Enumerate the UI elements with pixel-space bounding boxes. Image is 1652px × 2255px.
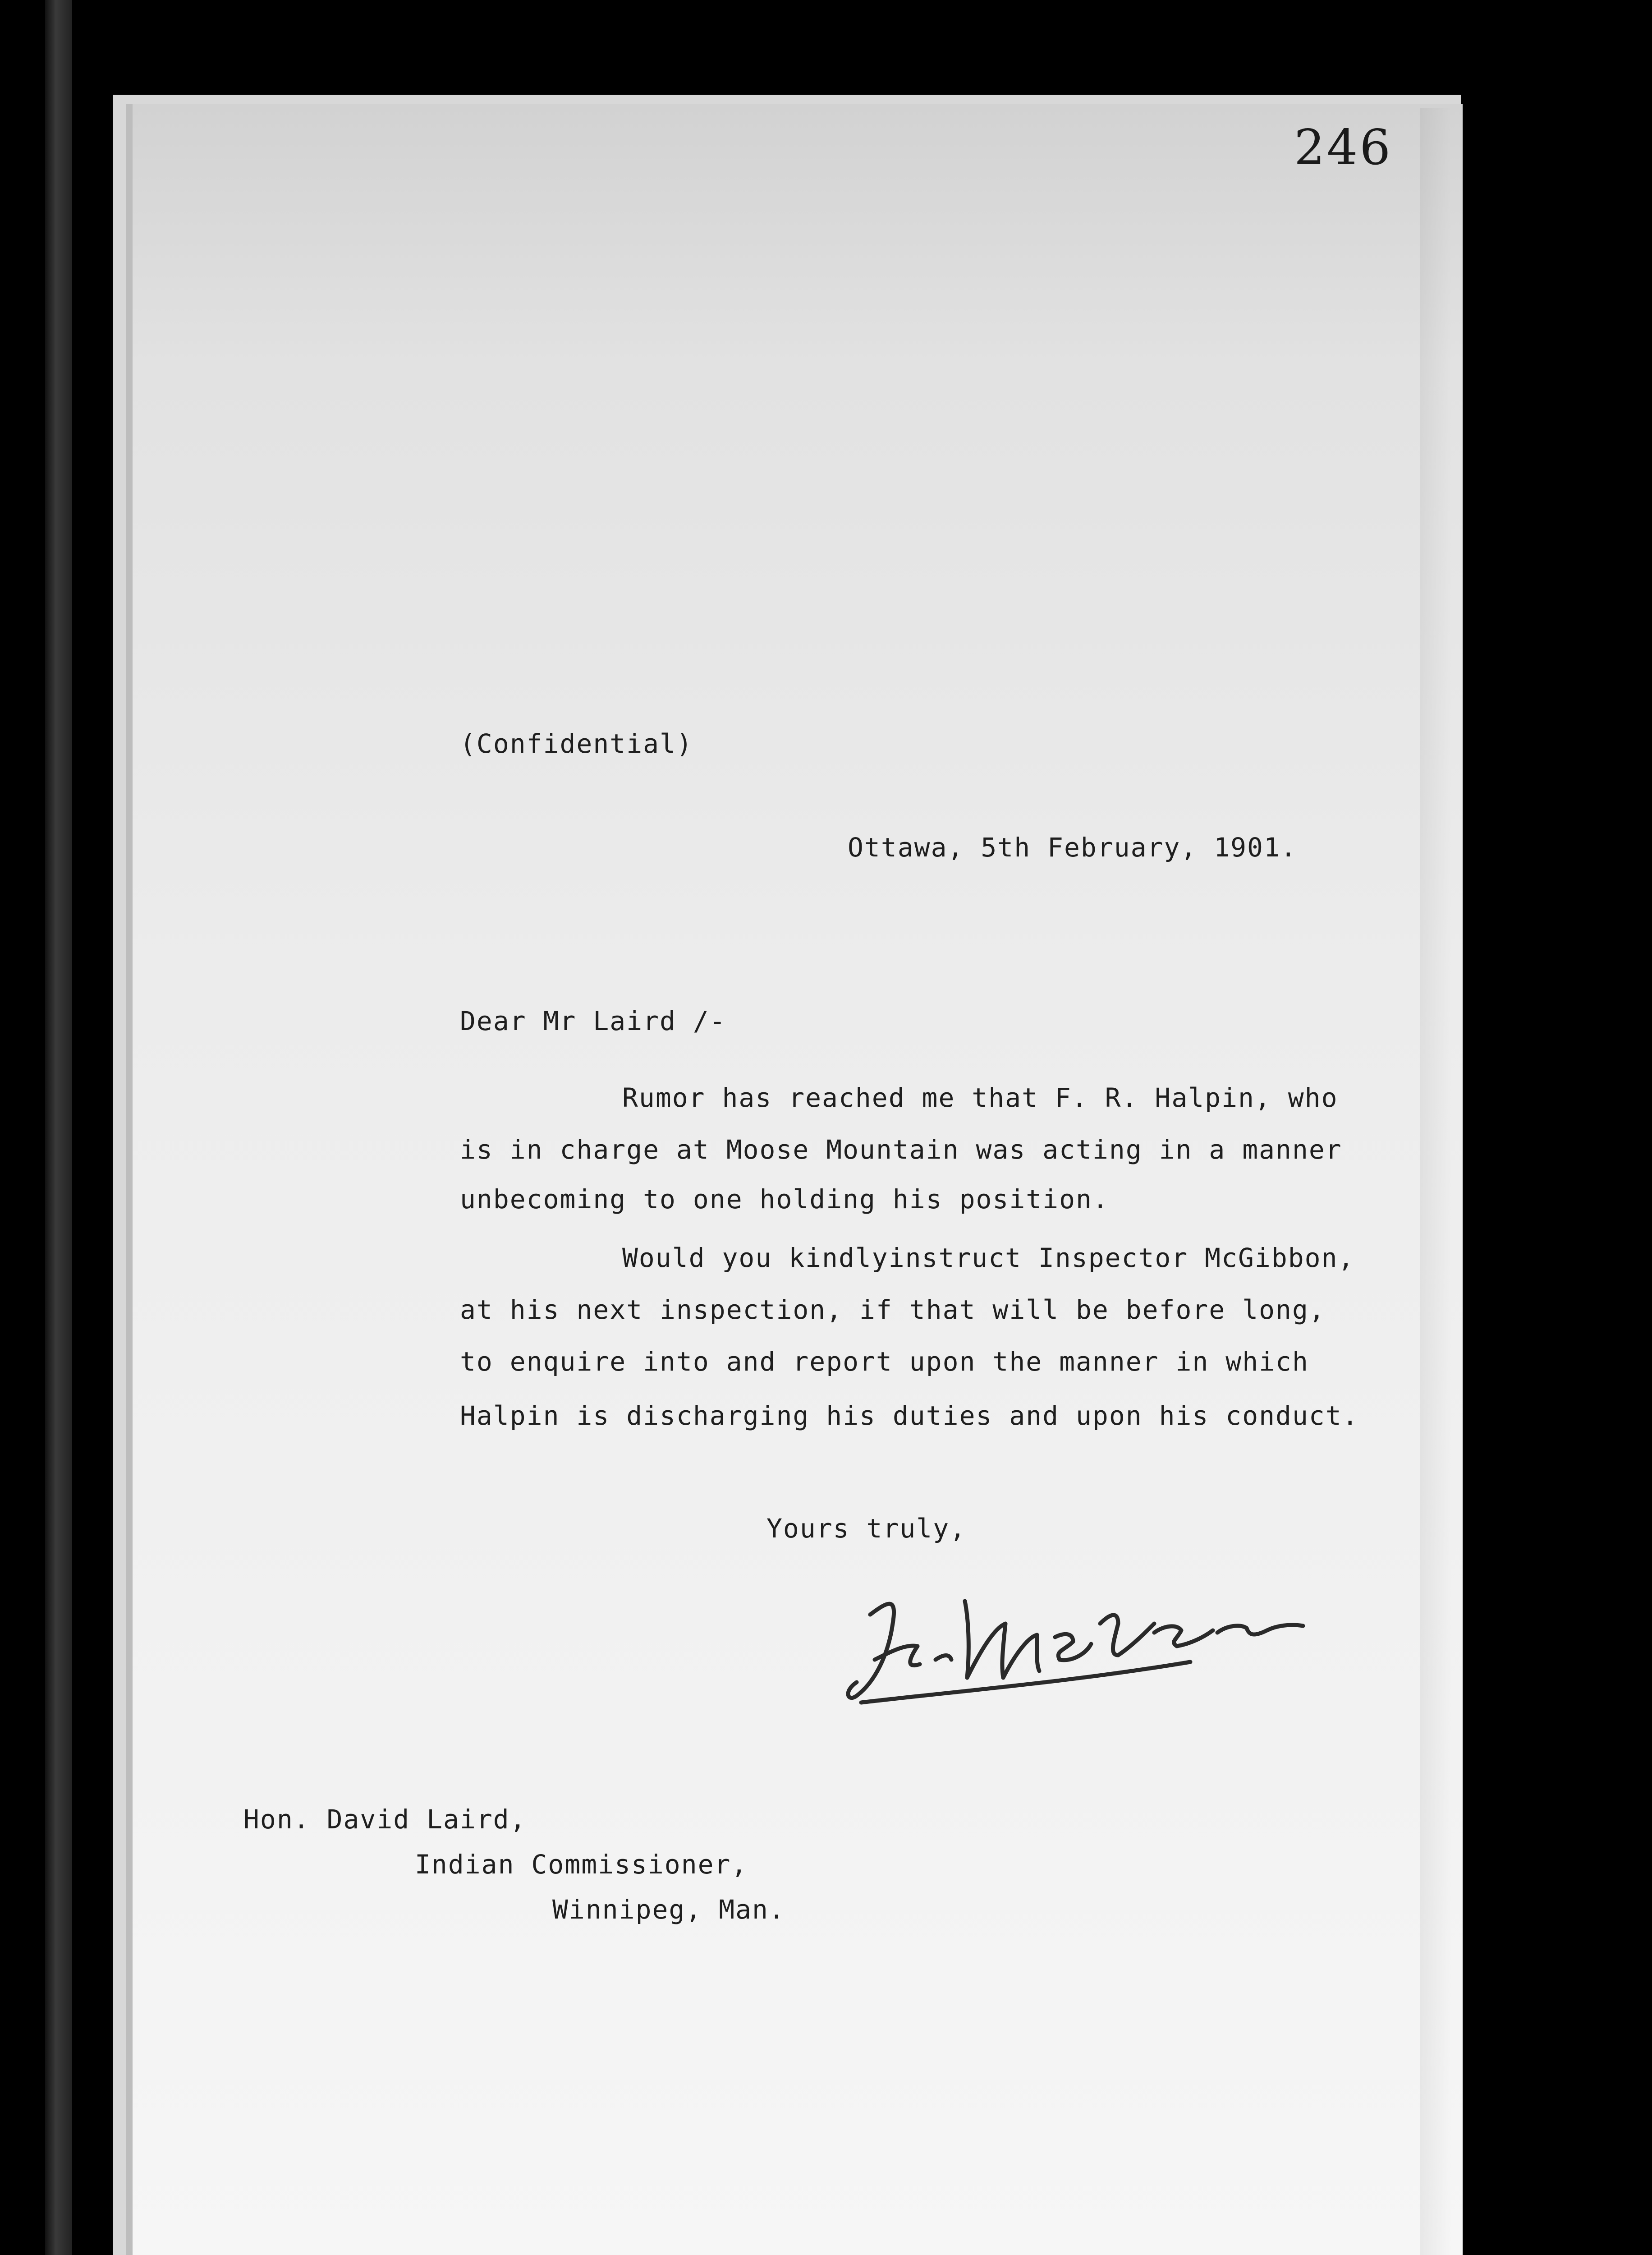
confidential-marking: (Confidential) <box>460 728 693 759</box>
recipient-location: Winnipeg, Man. <box>552 1894 785 1925</box>
body-line: to enquire into and report upon the manner in which <box>460 1346 1309 1377</box>
date-line: Ottawa, 5th February, 1901. <box>848 832 1297 863</box>
body-line: Halpin is discharging his duties and upon his conduct. <box>460 1400 1359 1431</box>
closing: Yours truly, <box>766 1513 967 1544</box>
salutation: Dear Mr Laird /- <box>460 1006 726 1036</box>
body-line: at his next inspection, if that will be before long, <box>460 1294 1326 1325</box>
page-number: 246 <box>1294 120 1393 176</box>
recipient-name: Hon. David Laird, <box>243 1804 527 1835</box>
recipient-title: Indian Commissioner, <box>415 1849 748 1880</box>
paper-fold-shadow <box>1420 108 1452 2255</box>
film-strip-edge <box>45 0 72 2255</box>
body-line: Would you kindlyinstruct Inspector McGibbon, <box>622 1243 1355 1273</box>
letter-page <box>126 104 1463 2255</box>
body-line: is in charge at Moose Mountain was acting in a manner <box>460 1134 1342 1165</box>
body-line: Rumor has reached me that F. R. Halpin, who <box>622 1082 1338 1113</box>
signature-image <box>821 1547 1330 1736</box>
body-line: unbecoming to one holding his position. <box>460 1184 1109 1215</box>
